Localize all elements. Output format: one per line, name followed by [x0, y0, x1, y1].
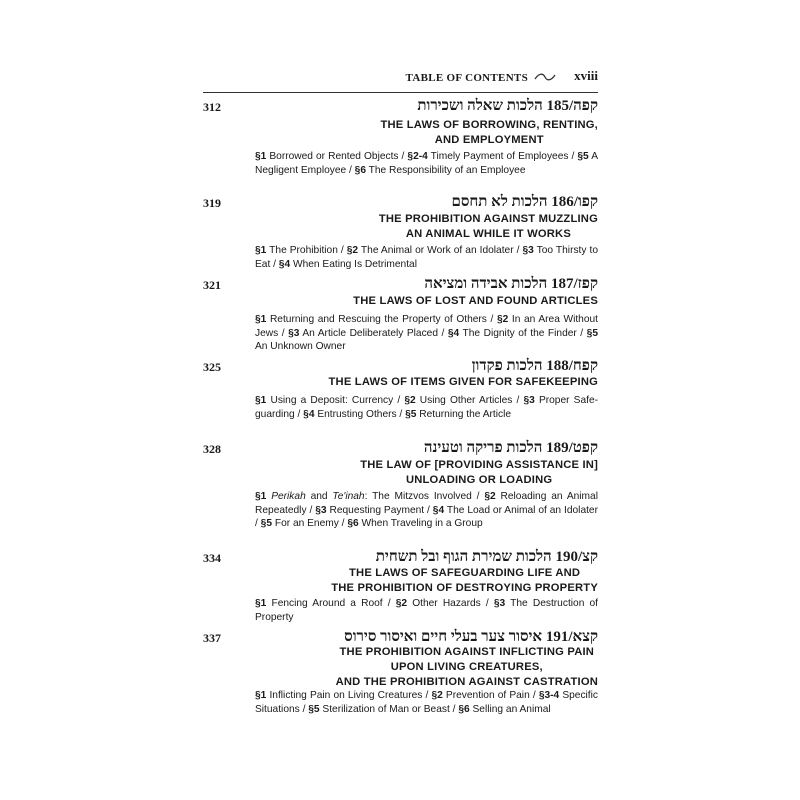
section-num: §2 [431, 690, 443, 701]
entry-page-number: 325 [203, 360, 221, 374]
section-text: For an Enemy / [272, 518, 348, 529]
section-text: Timely Payment of Employees / [427, 151, 578, 162]
english-title-line: THE LAWS OF SAFEGUARDING LIFE AND [349, 567, 581, 579]
english-title [360, 458, 598, 488]
section-text: Using Other Articles / [415, 395, 524, 406]
section-num: §1 [255, 314, 267, 325]
section-num: §4 [278, 258, 291, 270]
section-num: §3 [493, 598, 506, 609]
section-num: §4 [447, 327, 460, 339]
section-text: In an Area Without Jews / [255, 314, 598, 339]
english-title [379, 212, 598, 242]
english-title-line: AND THE PROHIBITION AGAINST CASTRATION [335, 676, 598, 688]
section-num: §5 [260, 518, 273, 529]
section-text: : The Mitzvos Involved / [364, 491, 485, 502]
english-title [380, 118, 598, 148]
english-title-line: THE PROHIBITION OF DESTROYING PROPERTY [331, 582, 598, 594]
english-title-line: THE LAWS OF LOST AND FOUND ARTICLES [353, 295, 598, 307]
section-text: Proper Safe-guarding / [255, 395, 599, 420]
section-text: When Traveling in a Group [358, 518, 483, 529]
section-text: Returning and Rescuing the Property of Others / [266, 314, 497, 325]
hebrew-title: הלכות פריקה וטעינה [423, 440, 543, 456]
section-text: Selling an Animal [469, 703, 551, 715]
section-text: Other Hazards / [407, 598, 494, 609]
section-num: §4 [432, 504, 445, 516]
section-list [255, 150, 598, 177]
section-num: §1 [255, 245, 267, 256]
hebrew-heading [424, 276, 598, 293]
hebrew-heading [344, 629, 598, 646]
toc-entry [203, 629, 598, 739]
section-text: Requesting Payment / [326, 504, 433, 516]
english-title [329, 375, 598, 390]
english-title-line: THE LAWS OF ITEMS GIVEN FOR SAFEKEEPING [328, 376, 598, 388]
header-title: TABLE OF CONTENTS [405, 72, 528, 84]
running-header [203, 68, 598, 88]
section-text: Specific Situations / [255, 690, 598, 715]
section-num: §1 [255, 491, 267, 502]
section-num: §2 [496, 314, 509, 325]
hebrew-heading [472, 358, 598, 375]
section-text: An Article Deliberately Placed / [299, 327, 448, 339]
english-title-line: AN ANIMAL WHILE IT WORKS [405, 228, 571, 240]
hebrew-heading [417, 98, 598, 115]
section-text: The Destruction of Property [255, 598, 599, 623]
section-num: §6 [347, 518, 359, 529]
hebrew-number: קפה/185 [546, 98, 598, 114]
section-text: Entrusting Others / [314, 408, 406, 420]
section-num: §3 [288, 327, 300, 339]
english-title-line: UPON LIVING CREATURES, [390, 661, 543, 673]
section-num: §5 [405, 408, 417, 420]
section-num: §2-4 [407, 151, 428, 162]
hebrew-number: קצא/191 [545, 629, 598, 645]
section-text: The Responsibility of an Employee [366, 164, 526, 176]
hebrew-number: קפז/187 [550, 276, 598, 292]
section-num: §1 [255, 151, 267, 162]
section-num: §5 [586, 327, 598, 339]
section-list [255, 313, 598, 354]
hebrew-number: קצ/190 [555, 549, 598, 565]
section-list [255, 490, 598, 531]
english-title [336, 645, 598, 690]
toc-entry [203, 549, 598, 627]
section-text: Reloading an Animal Repeatedly / [255, 491, 598, 516]
hebrew-heading [376, 549, 598, 566]
english-title-line: UNLOADING OR LOADING [405, 474, 553, 486]
header-rule [203, 92, 598, 93]
section-num: §3 [523, 395, 535, 406]
english-title-line: THE LAWS OF BORROWING, RENTING, [380, 119, 598, 131]
hebrew-title: הלכות שמירת הגוף ובל תשחית [375, 549, 552, 565]
hebrew-title: הלכות פקדון [471, 358, 543, 374]
section-num: §3 [315, 504, 327, 516]
english-title [331, 566, 598, 596]
section-num: §3 [522, 245, 534, 256]
section-text: Borrowed or Rented Objects / [266, 151, 408, 162]
hebrew-heading [452, 194, 598, 211]
section-num: §5 [577, 151, 589, 162]
toc-entry [203, 276, 598, 356]
section-num: §4 [303, 408, 315, 420]
toc-entry [203, 98, 598, 190]
entry-page-number: 337 [203, 631, 221, 645]
section-num: §3-4 [538, 690, 560, 701]
section-list [255, 244, 598, 271]
hebrew-number: קפו/186 [551, 194, 598, 210]
section-num: §2 [404, 395, 416, 406]
section-text: Prevention of Pain / [442, 690, 539, 701]
entry-page-number: 334 [203, 551, 221, 565]
section-text: and [305, 491, 333, 502]
english-title [353, 294, 598, 309]
toc-entry [203, 194, 598, 274]
toc-entry [203, 440, 598, 546]
section-text: An Unknown Owner [255, 341, 346, 352]
ornament-icon [534, 71, 556, 83]
hebrew-title: הלכות אבידה ומציאה [424, 276, 548, 292]
section-text: When Eating Is Detrimental [290, 258, 417, 270]
section-num: §6 [354, 164, 367, 176]
toc-entry [203, 358, 598, 434]
entry-page-number: 312 [203, 100, 221, 114]
section-num: §6 [458, 703, 470, 715]
hebrew-number: קפט/189 [546, 440, 598, 456]
hebrew-number: קפח/188 [546, 358, 598, 374]
section-list [255, 597, 598, 624]
section-list [255, 394, 598, 421]
english-title-line: THE PROHIBITION AGAINST INFLICTING PAIN [339, 646, 595, 658]
english-title-line: AND EMPLOYMENT [434, 134, 544, 146]
section-text: Using a Deposit: Currency / [266, 395, 405, 406]
section-text: The Prohibition / [266, 245, 347, 256]
section-text: Fencing Around a Roof / [266, 598, 396, 609]
section-text: The Load or Animal of an Idolater / [255, 504, 598, 529]
section-num: §2 [484, 491, 496, 502]
entry-page-number: 328 [203, 442, 221, 456]
hebrew-title: איסור צער בעלי חיים ואיסור סירוס [344, 629, 543, 645]
hebrew-title: הלכות לא תחסם [451, 194, 548, 210]
english-title-line: THE LAW OF [PROVIDING ASSISTANCE IN] [360, 459, 598, 471]
section-num: §1 [255, 395, 267, 406]
english-title-line: THE PROHIBITION AGAINST MUZZLING [378, 213, 598, 225]
section-text: Sterilization of Man or Beast / [319, 703, 459, 715]
italic-term: Te'inah [332, 491, 365, 502]
section-text: A Negligent Employee / [255, 151, 598, 176]
section-text: Too Thirsty to Eat / [255, 245, 598, 270]
italic-term: Perikah [271, 491, 306, 502]
section-num: §2 [346, 245, 359, 256]
entry-page-number: 319 [203, 196, 221, 210]
header-page-number: xviii [574, 68, 598, 83]
hebrew-heading [424, 440, 598, 457]
section-num: §1 [255, 690, 267, 701]
section-num: §2 [395, 598, 408, 609]
section-text: The Animal or Work of an Idolater / [358, 245, 523, 256]
section-text: Inflicting Pain on Living Creatures / [266, 690, 432, 701]
section-num: §5 [308, 703, 320, 715]
entry-page-number: 321 [203, 278, 221, 292]
section-text: Returning the Article [416, 408, 512, 420]
section-text: The Dignity of the Finder / [459, 327, 587, 339]
section-list [255, 689, 598, 716]
hebrew-title: הלכות שאלה ושכירות [417, 98, 543, 114]
section-num: §1 [255, 598, 267, 609]
